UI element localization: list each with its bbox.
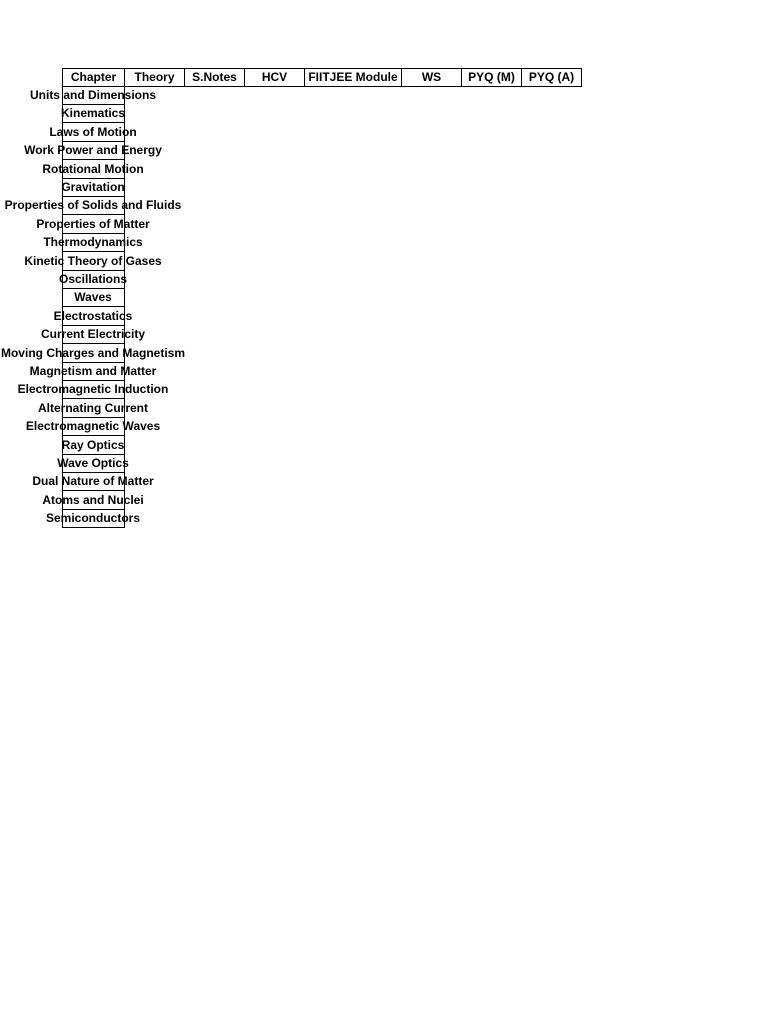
chapter-name: Kinetic Theory of Gases <box>24 253 162 268</box>
chapter-name: Electromagnetic Induction <box>17 382 169 397</box>
chapter-name: Magnetism and Matter <box>29 364 157 378</box>
chapter-name: Laws of Motion <box>49 124 137 139</box>
chapter-name: Dual Nature of Matter <box>32 474 154 489</box>
header-chapter[interactable]: Chapter <box>62 68 125 87</box>
chapter-name: Current Electricity <box>40 327 146 342</box>
chapter-name: Properties of Solids and Fluids <box>4 198 182 213</box>
header-short-notes[interactable]: S.Notes <box>184 68 245 87</box>
chapter-name: Properties of Matter <box>36 216 150 231</box>
chapter-name: Electromagnetic Waves <box>25 419 161 434</box>
chapter-name: Moving Charges and Magnetism <box>0 345 186 360</box>
header-pyq-m[interactable]: PYQ (M) <box>461 68 522 87</box>
chapter-name: Wave Optics <box>57 456 129 470</box>
chapter-name: Gravitation <box>61 180 125 194</box>
header-pyq-a[interactable]: PYQ (A) <box>521 68 582 87</box>
chapter-name: Rotational Motion <box>42 161 144 176</box>
header-ws[interactable]: WS <box>401 68 462 87</box>
chapter-name: Semiconductors <box>45 511 141 526</box>
chapter-name: Atoms and Nuclei <box>42 492 144 507</box>
chapter-name: Work Power and Energy <box>24 143 162 158</box>
chapter-name: Alternating Current <box>37 400 149 415</box>
chapter-name: Electrostatics <box>53 308 133 323</box>
chapter-name: Thermodynamics <box>43 235 143 250</box>
chapter-name: Kinematics <box>60 106 126 121</box>
chapter-name: Oscillations <box>58 272 128 286</box>
chapter-name: Waves <box>74 290 112 305</box>
header-hcv[interactable]: HCV <box>244 68 305 87</box>
header-theory[interactable]: Theory <box>124 68 185 87</box>
chapter-name: Ray Optics <box>61 437 125 452</box>
header-fiitjee-module[interactable]: FIITJEE Module <box>304 68 402 87</box>
chapter-name: Units and Dimensions <box>29 88 157 102</box>
